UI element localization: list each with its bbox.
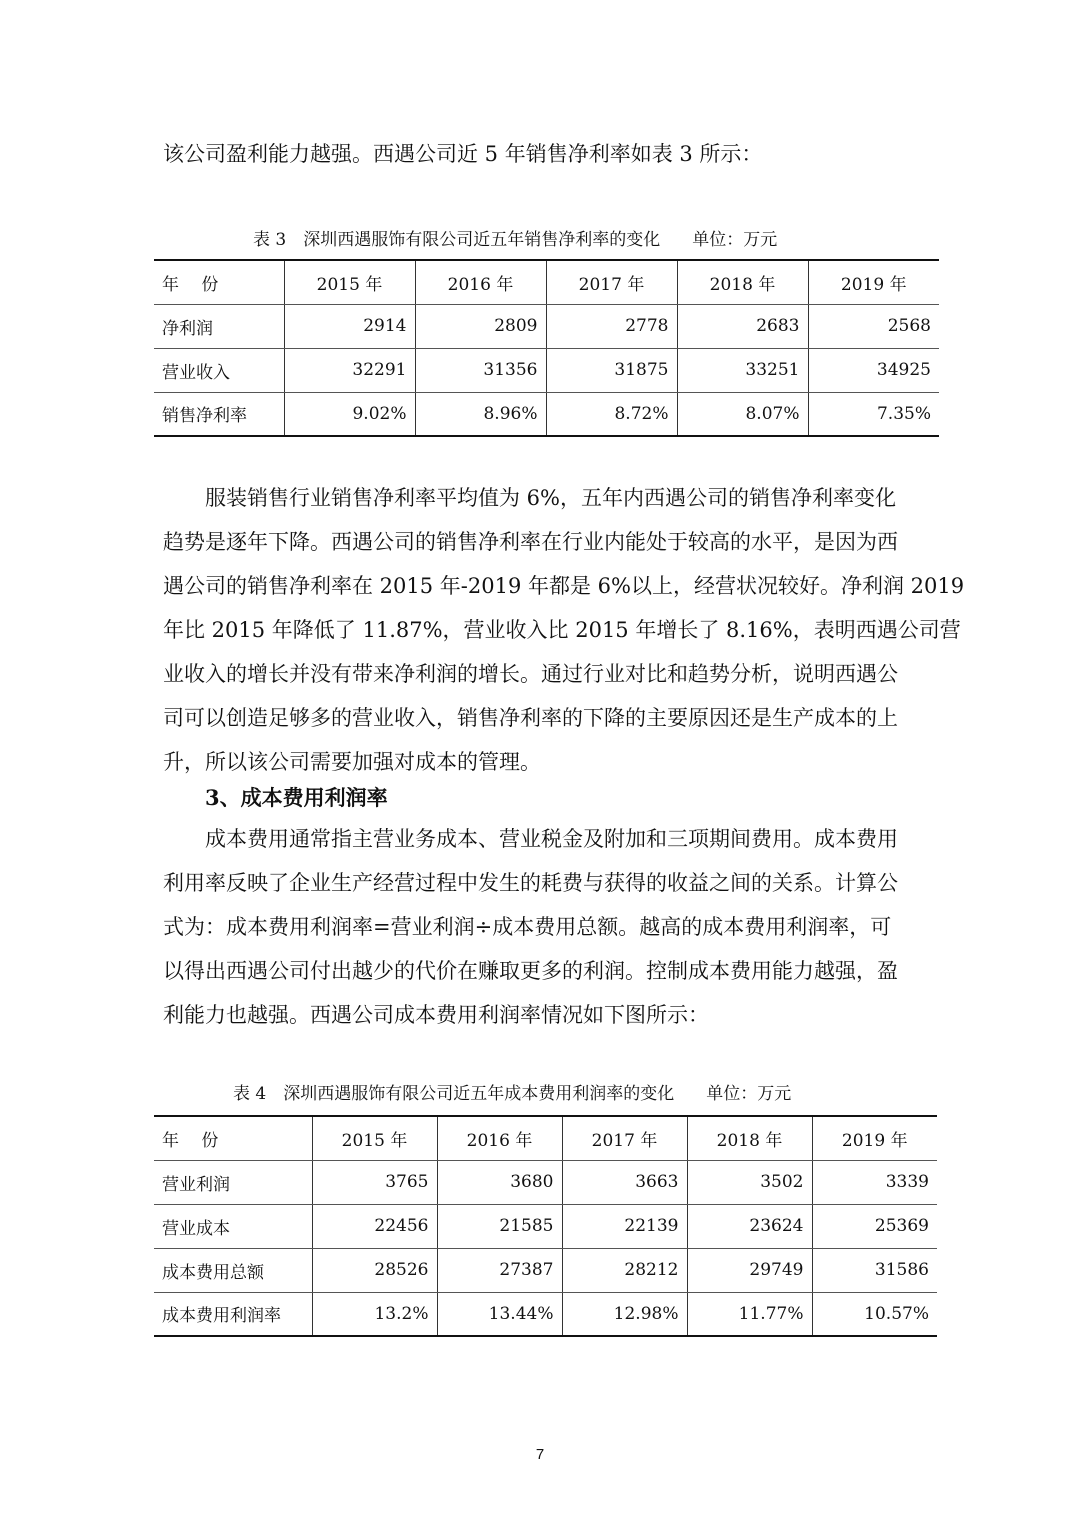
table3-header-row bbox=[154, 260, 939, 304]
table4-header-cell: 2016 年 bbox=[437, 1116, 562, 1160]
table4-header-cell: 2018 年 bbox=[687, 1116, 812, 1160]
text-line: 司可以创造足够多的营业收入，销售净利率的下降的主要原因还是生产成本的上 bbox=[163, 706, 898, 730]
table-row bbox=[154, 348, 939, 392]
row-label: 销售净利率 bbox=[154, 392, 284, 436]
table-cell: 8.96% bbox=[415, 392, 546, 436]
table3 bbox=[154, 259, 939, 437]
table3-caption-text: 表 3 深圳西遇服饰有限公司近五年销售净利率的变化 bbox=[253, 230, 661, 250]
table-cell: 2683 bbox=[677, 304, 808, 348]
table-cell: 31586 bbox=[812, 1248, 937, 1292]
table-cell: 2568 bbox=[808, 304, 939, 348]
table-row bbox=[154, 392, 939, 436]
table-cell: 12.98% bbox=[562, 1292, 687, 1336]
table3-caption bbox=[253, 228, 777, 252]
table-cell: 8.72% bbox=[546, 392, 677, 436]
table-cell: 3765 bbox=[312, 1160, 437, 1204]
table-cell: 9.02% bbox=[284, 392, 415, 436]
text-line: 年比 2015 年降低了 11.87%，营业收入比 2015 年增长了 8.16%，表明西遇公司营 bbox=[163, 618, 961, 642]
row-label: 成本费用利润率 bbox=[154, 1292, 312, 1336]
table4-header-cell: 年 份 bbox=[154, 1116, 312, 1160]
row-label: 净利润 bbox=[154, 304, 284, 348]
table-cell: 27387 bbox=[437, 1248, 562, 1292]
text-line: 式为：成本费用利润率=营业利润÷成本费用总额。越高的成本费用利润率，可 bbox=[163, 915, 892, 939]
table-cell: 29749 bbox=[687, 1248, 812, 1292]
row-label: 营业收入 bbox=[154, 348, 284, 392]
table-cell: 2778 bbox=[546, 304, 677, 348]
table-cell: 31356 bbox=[415, 348, 546, 392]
table3-unit: 单位：万元 bbox=[692, 230, 778, 250]
table-cell: 11.77% bbox=[687, 1292, 812, 1336]
table-cell: 21585 bbox=[437, 1204, 562, 1248]
table-cell: 3502 bbox=[687, 1160, 812, 1204]
table-row bbox=[154, 1160, 937, 1204]
table-cell: 31875 bbox=[546, 348, 677, 392]
row-label: 成本费用总额 bbox=[154, 1248, 312, 1292]
table-cell: 32291 bbox=[284, 348, 415, 392]
table-cell: 34925 bbox=[808, 348, 939, 392]
table4-caption-text: 表 4 深圳西遇服饰有限公司近五年成本费用利润率的变化 bbox=[233, 1084, 675, 1104]
table-cell: 2809 bbox=[415, 304, 546, 348]
table-row bbox=[154, 304, 939, 348]
text-line: 业收入的增长并没有带来净利润的增长。通过行业对比和趋势分析，说明西遇公 bbox=[163, 662, 898, 686]
table-cell: 28212 bbox=[562, 1248, 687, 1292]
row-label: 营业利润 bbox=[154, 1160, 312, 1204]
table4-caption bbox=[233, 1082, 791, 1106]
table-cell: 23624 bbox=[687, 1204, 812, 1248]
table3-header-cell: 年 份 bbox=[154, 260, 284, 304]
table4-header-row bbox=[154, 1116, 937, 1160]
table-row bbox=[154, 1292, 937, 1336]
table3-header-cell: 2016 年 bbox=[415, 260, 546, 304]
table-cell: 28526 bbox=[312, 1248, 437, 1292]
table-cell: 3339 bbox=[812, 1160, 937, 1204]
text-line: 遇公司的销售净利率在 2015 年-2019 年都是 6%以上，经营状况较好。净利润 2019 bbox=[163, 574, 965, 598]
text-line: 服装销售行业销售净利率平均值为 6%，五年内西遇公司的销售净利率变化 bbox=[205, 486, 896, 510]
table-row bbox=[154, 1248, 937, 1292]
table4-header-cell: 2017 年 bbox=[562, 1116, 687, 1160]
table-cell: 3663 bbox=[562, 1160, 687, 1204]
text-line: 成本费用通常指主营业务成本、营业税金及附加和三项期间费用。成本费用 bbox=[205, 827, 898, 851]
table3-header-cell: 2017 年 bbox=[546, 260, 677, 304]
table-cell: 7.35% bbox=[808, 392, 939, 436]
table-cell: 25369 bbox=[812, 1204, 937, 1248]
text-line: 升，所以该公司需要加强对成本的管理。 bbox=[163, 750, 541, 774]
text-line: 利能力也越强。西遇公司成本费用利润率情况如下图所示： bbox=[163, 1003, 709, 1027]
table-cell: 8.07% bbox=[677, 392, 808, 436]
table4-header-cell: 2015 年 bbox=[312, 1116, 437, 1160]
text-line: 趋势是逐年下降。西遇公司的销售净利率在行业内能处于较高的水平，是因为西 bbox=[163, 530, 898, 554]
table-row bbox=[154, 1204, 937, 1248]
page-number: 7 bbox=[535, 1446, 545, 1463]
table-cell: 3680 bbox=[437, 1160, 562, 1204]
table3-header-cell: 2015 年 bbox=[284, 260, 415, 304]
text-line: 利用率反映了企业生产经营过程中发生的耗费与获得的收益之间的关系。计算公 bbox=[163, 871, 898, 895]
row-label: 营业成本 bbox=[154, 1204, 312, 1248]
text-line: 以得出西遇公司付出越少的代价在赚取更多的利润。控制成本费用能力越强，盈 bbox=[163, 959, 898, 983]
table-cell: 13.44% bbox=[437, 1292, 562, 1336]
intro-line: 该公司盈利能力越强。西遇公司近 5 年销售净利率如表 3 所示： bbox=[163, 142, 763, 166]
table-cell: 2914 bbox=[284, 304, 415, 348]
table4-header-cell: 2019 年 bbox=[812, 1116, 937, 1160]
table-cell: 22139 bbox=[562, 1204, 687, 1248]
table4 bbox=[154, 1115, 937, 1337]
table-cell: 22456 bbox=[312, 1204, 437, 1248]
table4-unit: 单位：万元 bbox=[706, 1084, 792, 1104]
table3-header-cell: 2019 年 bbox=[808, 260, 939, 304]
table-cell: 33251 bbox=[677, 348, 808, 392]
table3-header-cell: 2018 年 bbox=[677, 260, 808, 304]
section-heading: 3、成本费用利润率 bbox=[205, 785, 388, 810]
table-cell: 13.2% bbox=[312, 1292, 437, 1336]
table-cell: 10.57% bbox=[812, 1292, 937, 1336]
